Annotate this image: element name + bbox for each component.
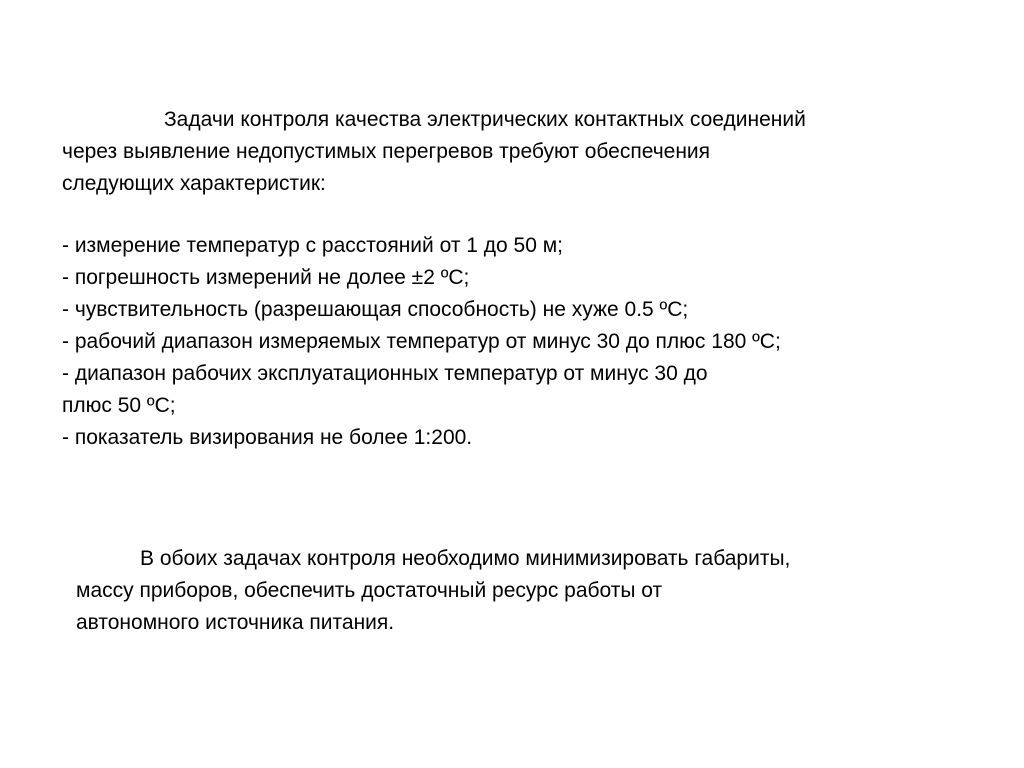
requirement-item-operating-range-cont: плюс 50 ºС; (62, 394, 176, 417)
conclusion-line-2: массу приборов, обеспечить достаточный ресурс работы от (76, 579, 663, 602)
requirement-item-operating-range: - диапазон рабочих эксплуатационных температур от минус 30 до (62, 362, 708, 385)
intro-line-1: Задачи контроля качества электрических контактных соединений (164, 108, 806, 131)
conclusion-line-3: автономного источника питания. (76, 611, 395, 634)
conclusion-line-1: В обоих задачах контроля необходимо минимизировать габариты, (140, 547, 791, 570)
paragraph-spacer (62, 200, 1002, 230)
requirement-item-accuracy: - погрешность измерений не долее ±2 ºС; (62, 266, 470, 289)
requirement-item-sensitivity: - чувствительность (разрешающая способность) не хуже 0.5 ºС; (62, 298, 689, 321)
intro-line-3: следующих характеристик: (62, 172, 326, 195)
requirements-section (62, 104, 1002, 454)
conclusion-section (76, 543, 1006, 639)
intro-line-2: через выявление недопустимых перегревов требуют обеспечения (62, 140, 711, 163)
requirement-item-measured-range: - рабочий диапазон измеряемых температур от минус 30 до плюс 180 ºС; (62, 330, 781, 353)
requirement-item-distance: - измерение температур с расстояний от 1 до 50 м; (62, 234, 564, 257)
requirement-item-sighting: - показатель визирования не более 1:200. (62, 426, 473, 449)
